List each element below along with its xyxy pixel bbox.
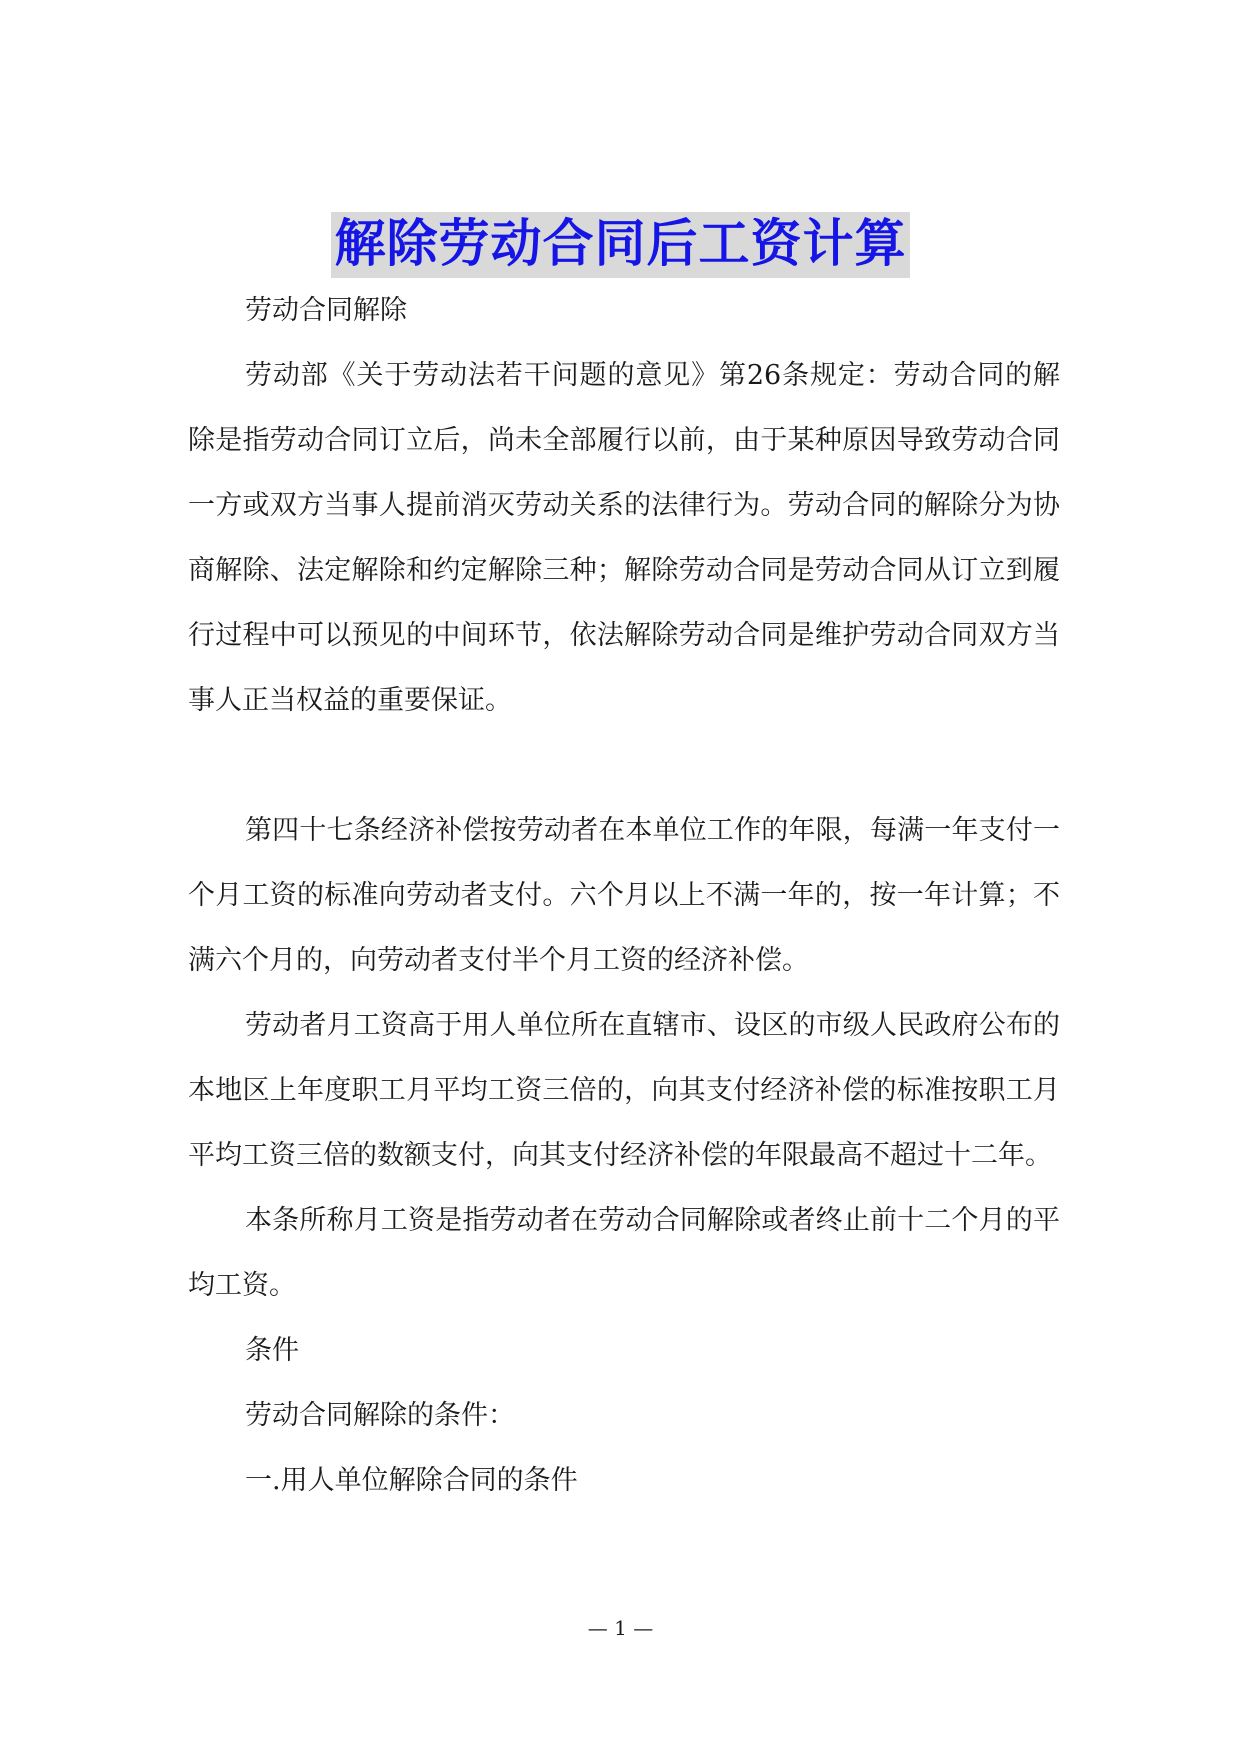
paragraph-definition: 劳动部《关于劳动法若干问题的意见》第26条规定：劳动合同的解除是指劳动合同订立后，尚未全部履行以前，由于某种原因导致劳动合同一方或双方当事人提前消灭劳动关系的法律行为。劳动合同的解除分为协商解除、法定解除和约定解除三种；解除劳动合同是劳动合同从订立到履行过程中可以预见的中间环节，依法解除劳动合同是维护劳动合同双方当事人正当权益的重要保证。 [188, 360, 1060, 716]
paragraph-high-wage: 劳动者月工资高于用人单位所在直辖市、设区的市级人民政府公布的本地区上年度职工月平均工资三倍的，向其支付经济补偿的标准按职工月平均工资三倍的数额支付，向其支付经济补偿的年限最高不超过十二年。 [188, 1010, 1060, 1171]
paragraph-conditions-intro: 劳动合同解除的条件： [245, 1400, 515, 1431]
paragraph-article-47: 第四十七条经济补偿按劳动者在本单位工作的年限，每满一年支付一个月工资的标准向劳动者支付。六个月以上不满一年的，按一年计算；不满六个月的，向劳动者支付半个月工资的经济补偿。 [188, 815, 1060, 976]
paragraph-heading-termination: 劳动合同解除 [245, 295, 407, 326]
paragraph-conditions-heading: 条件 [245, 1335, 299, 1366]
title-container [0, 212, 1241, 278]
paragraph-employer-conditions: 一.用人单位解除合同的条件 [245, 1465, 578, 1496]
document-body [188, 278, 1060, 1513]
paragraph-gap [188, 733, 1060, 798]
page-number: — 1 — [587, 1616, 654, 1640]
document-title: 解除劳动合同后工资计算 [331, 212, 909, 278]
paragraph-monthly-wage: 本条所称月工资是指劳动者在劳动合同解除或者终止前十二个月的平均工资。 [188, 1205, 1060, 1301]
